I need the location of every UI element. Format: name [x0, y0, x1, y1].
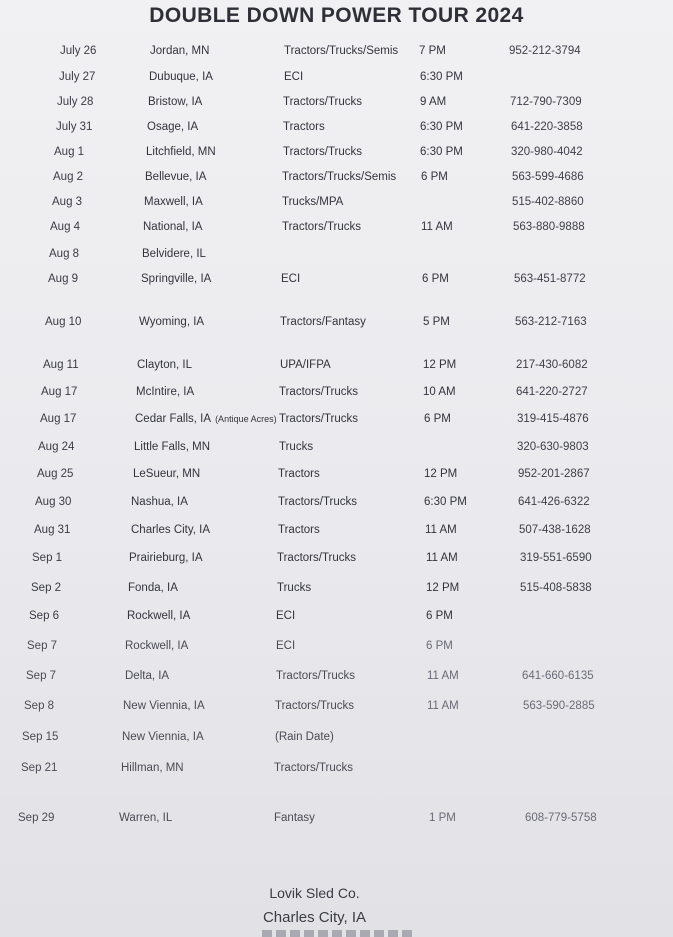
event-phone: 319-551-6590	[520, 552, 592, 564]
schedule-row	[0, 71, 673, 91]
event-city: Wyoming, IA	[139, 316, 205, 328]
event-date: July 31	[56, 121, 93, 133]
event-date: Sep 2	[31, 582, 62, 594]
schedule-row	[0, 196, 673, 216]
schedule-row	[0, 731, 673, 751]
event-phone: 320-980-4042	[511, 146, 583, 158]
event-phone: 712-790-7309	[510, 96, 582, 108]
event-time: 6:30 PM	[420, 121, 463, 133]
event-phone: 641-220-2727	[516, 386, 588, 398]
event-type: Tractors/Trucks/Semis	[284, 45, 399, 57]
event-date: Sep 6	[29, 610, 60, 622]
event-phone: 563-212-7163	[515, 316, 587, 328]
schedule-row	[0, 146, 673, 166]
event-type: Tractors/Fantasy	[280, 316, 366, 328]
schedule-row	[0, 762, 673, 782]
event-city: LeSueur, MN	[133, 468, 201, 480]
sponsor-location: Charles City, IA	[262, 909, 367, 926]
event-phone: 515-408-5838	[520, 582, 592, 594]
event-city: Cedar Falls, IA (Antique Acres)	[135, 413, 277, 425]
event-type: ECI	[284, 71, 304, 83]
event-type: Tractors/Trucks/Semis	[282, 171, 397, 183]
event-city: Warren, IL	[119, 812, 173, 824]
event-date: Aug 17	[41, 386, 78, 398]
event-venue-note: (Antique Acres)	[215, 414, 277, 424]
schedule-row	[0, 121, 673, 141]
event-date: Aug 11	[43, 359, 79, 371]
schedule-row	[0, 582, 673, 602]
event-city: Clayton, IL	[137, 359, 192, 371]
event-type: Tractors/Trucks	[279, 413, 359, 425]
event-city: Little Falls, MN	[134, 441, 211, 453]
event-phone: 563-880-9888	[513, 221, 585, 233]
event-type: Tractors/Trucks	[283, 96, 363, 108]
event-city: Charles City, IA	[131, 524, 211, 536]
event-date: Aug 4	[50, 221, 81, 233]
schedule-row	[0, 812, 673, 832]
event-type: Fantasy	[274, 812, 315, 824]
event-date: Sep 7	[26, 670, 57, 682]
event-date: Sep 8	[24, 700, 55, 712]
event-type: Tractors/Trucks	[283, 146, 363, 158]
event-type: Tractors	[283, 121, 325, 133]
event-type: Tractors/Trucks	[275, 700, 355, 712]
event-date: Aug 1	[54, 146, 85, 158]
event-time: 11 AM	[425, 524, 457, 536]
event-city: Osage, IA	[147, 121, 199, 133]
page-title: DOUBLE DOWN POWER TOUR 2024	[149, 4, 524, 27]
event-city: Litchfield, MN	[146, 146, 216, 158]
event-date: Sep 15	[22, 731, 59, 743]
event-phone: 952-212-3794	[509, 45, 581, 57]
schedule-row	[0, 610, 673, 630]
event-type: Tractors/Trucks	[278, 496, 358, 508]
event-type: Tractors/Trucks	[282, 221, 362, 233]
event-phone: 641-660-6135	[522, 670, 594, 682]
event-city: Prairieburg, IA	[129, 552, 203, 564]
event-type: Tractors/Trucks	[279, 386, 359, 398]
event-city: Springville, IA	[141, 273, 212, 285]
schedule-row	[0, 524, 673, 544]
event-type: Tractors/Trucks	[274, 762, 354, 774]
event-time: 12 PM	[424, 468, 458, 480]
schedule-row	[0, 468, 673, 488]
schedule-row	[0, 441, 673, 461]
event-date: Aug 2	[53, 171, 84, 183]
event-phone: 952-201-2867	[518, 468, 590, 480]
event-date: July 27	[59, 71, 96, 83]
event-type: ECI	[276, 640, 296, 652]
event-city: Jordan, MN	[150, 45, 210, 57]
event-time: 5 PM	[423, 316, 450, 328]
schedule-row	[0, 96, 673, 116]
event-phone: 319-415-4876	[517, 413, 589, 425]
event-time: 12 PM	[423, 359, 457, 371]
event-time: 6 PM	[426, 640, 453, 652]
event-phone: 515-402-8860	[512, 196, 584, 208]
schedule-row	[0, 248, 673, 268]
event-date: July 26	[60, 45, 97, 57]
event-time: 6 PM	[424, 413, 451, 425]
event-type: Trucks	[277, 582, 312, 594]
event-city: New Viennia, IA	[122, 731, 204, 743]
event-city: Rockwell, IA	[125, 640, 189, 652]
schedule-row	[0, 221, 673, 241]
sponsor-name: Lovik Sled Co.	[269, 885, 360, 901]
event-city: Belvidere, IL	[142, 248, 206, 260]
event-date: Aug 31	[34, 524, 71, 536]
event-time: 6 PM	[422, 273, 449, 285]
event-time: 6:30 PM	[420, 146, 463, 158]
event-date: Aug 10	[45, 316, 82, 328]
event-time: 6:30 PM	[424, 496, 467, 508]
event-date: Sep 7	[27, 640, 58, 652]
event-phone: 563-599-4686	[512, 171, 584, 183]
event-type: UPA/IFPA	[280, 359, 331, 371]
event-date: Sep 29	[18, 812, 55, 824]
event-city: Maxwell, IA	[144, 196, 203, 208]
schedule-row	[0, 45, 673, 65]
event-city: Delta, IA	[125, 670, 170, 682]
event-date: Aug 24	[38, 441, 75, 453]
event-type: (Rain Date)	[275, 731, 334, 743]
event-phone: 608-779-5758	[525, 812, 597, 824]
event-city: Hillman, MN	[121, 762, 184, 774]
event-time: 11 AM	[427, 700, 459, 712]
event-time: 6:30 PM	[420, 71, 463, 83]
event-city: Fonda, IA	[128, 582, 178, 594]
schedule-row	[0, 171, 673, 191]
event-phone: 320-630-9803	[517, 441, 589, 453]
schedule-row	[0, 496, 673, 516]
event-type: Tractors	[278, 468, 320, 480]
schedule-row	[0, 700, 673, 720]
schedule-row	[0, 413, 673, 433]
event-time: 12 PM	[426, 582, 460, 594]
event-time: 9 AM	[420, 96, 447, 108]
event-type: Trucks/MPA	[282, 196, 344, 208]
event-phone: 507-438-1628	[519, 524, 591, 536]
schedule-row	[0, 386, 673, 406]
event-phone: 563-451-8772	[514, 273, 586, 285]
schedule-row	[0, 316, 673, 336]
event-time: 11 AM	[426, 552, 458, 564]
event-type: Tractors/Trucks	[277, 552, 357, 564]
event-phone: 563-590-2885	[523, 700, 595, 712]
event-time: 11 AM	[421, 221, 453, 233]
event-time: 10 AM	[423, 386, 456, 398]
event-city: Bellevue, IA	[145, 171, 207, 183]
event-date: Aug 9	[48, 273, 79, 285]
event-date: Aug 3	[52, 196, 83, 208]
event-city: McIntire, IA	[136, 386, 195, 398]
event-type: Tractors	[278, 524, 320, 536]
schedule-row	[0, 640, 673, 660]
event-city: New Viennia, IA	[123, 700, 205, 712]
event-type: Trucks	[279, 441, 314, 453]
schedule-row	[0, 552, 673, 572]
event-time: 6 PM	[421, 171, 448, 183]
event-date: Aug 8	[49, 248, 80, 260]
event-time: 7 PM	[419, 45, 446, 57]
event-city: Nashua, IA	[131, 496, 188, 508]
event-city: Bristow, IA	[148, 96, 203, 108]
event-date: Sep 21	[21, 762, 58, 774]
event-type: Tractors/Trucks	[276, 670, 356, 682]
event-phone: 641-426-6322	[518, 496, 590, 508]
event-city: Rockwell, IA	[127, 610, 191, 622]
event-type: ECI	[276, 610, 296, 622]
event-time: 1 PM	[429, 812, 456, 824]
event-date: Aug 25	[37, 468, 74, 480]
schedule-row	[0, 273, 673, 293]
schedule-row	[0, 670, 673, 690]
cut-off-text-fragment	[262, 930, 412, 937]
event-city: Dubuque, IA	[149, 71, 213, 83]
event-date: Aug 17	[40, 413, 77, 425]
event-city: National, IA	[143, 221, 203, 233]
event-phone: 641-220-3858	[511, 121, 583, 133]
event-date: Sep 1	[32, 552, 63, 564]
event-time: 11 AM	[427, 670, 459, 682]
event-type: ECI	[281, 273, 301, 285]
event-time: 6 PM	[426, 610, 453, 622]
schedule-row	[0, 359, 673, 379]
event-phone: 217-430-6082	[516, 359, 588, 371]
event-date: Aug 30	[35, 496, 72, 508]
event-date: July 28	[57, 96, 94, 108]
